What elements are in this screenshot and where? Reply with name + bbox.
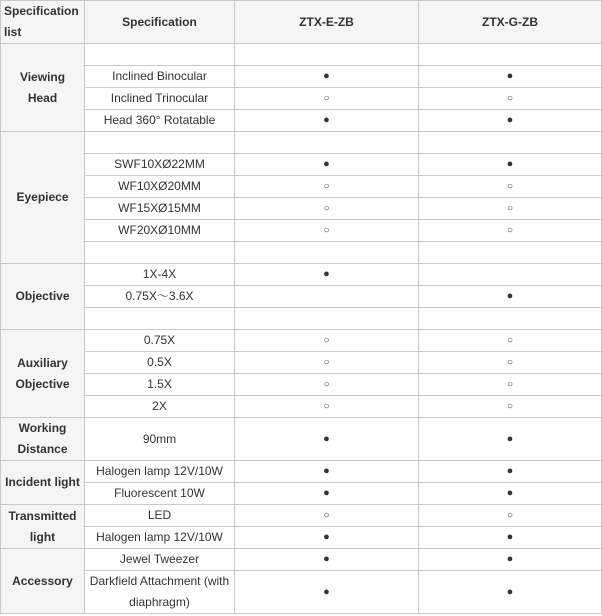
table-row [1,374,602,396]
spec-cell [85,308,235,330]
spec-cell: WF10XØ20MM [85,176,235,198]
table-row [1,527,602,549]
model-g-cell [419,44,602,66]
category-viewing-head: Viewing Head [1,44,85,132]
model-e-cell: ○ [235,198,419,220]
model-e-cell [235,242,419,264]
table-row [1,396,602,418]
table-row [1,176,602,198]
table-row [1,220,602,242]
table-row [1,264,602,286]
spec-cell: 1.5X [85,374,235,396]
spec-cell: WF20XØ10MM [85,220,235,242]
spec-cell [85,44,235,66]
model-g-cell: ● [419,549,602,571]
model-e-cell: ○ [235,352,419,374]
category-working-distance: Working Distance [1,418,85,461]
model-g-cell [419,242,602,264]
table-row [1,88,602,110]
table-row [1,286,602,308]
spec-cell: Darkfield Attachment (with diaphragm) [85,571,235,614]
model-g-cell: ● [419,418,602,461]
model-e-cell: ● [235,110,419,132]
category-transmitted-light: Transmitted light [1,505,85,549]
spec-cell: Jewel Tweezer [85,549,235,571]
model-g-cell: ● [419,483,602,505]
category-auxiliary-objective: Auxiliary Objective [1,330,85,418]
model-g-cell [419,264,602,286]
model-e-cell [235,308,419,330]
model-e-cell: ● [235,483,419,505]
model-g-cell: ● [419,571,602,614]
model-e-cell: ● [235,418,419,461]
header-model-g: ZTX-G-ZB [419,1,602,44]
model-e-cell: ○ [235,330,419,352]
model-e-cell: ● [235,154,419,176]
table-row [1,308,602,330]
spec-cell: 90mm [85,418,235,461]
category-objective: Objective [1,264,85,330]
spec-cell: Halogen lamp 12V/10W [85,461,235,483]
model-g-cell: ● [419,154,602,176]
spec-cell: 0.75X [85,330,235,352]
header-specification-list: Specification list [1,1,85,44]
spec-cell: SWF10XØ22MM [85,154,235,176]
model-g-cell [419,132,602,154]
table-row [1,549,602,571]
model-g-cell: ● [419,461,602,483]
table-row [1,198,602,220]
model-g-cell: ○ [419,374,602,396]
model-g-cell: ○ [419,505,602,527]
spec-cell: Halogen lamp 12V/10W [85,527,235,549]
table-row [1,505,602,527]
model-e-cell: ● [235,264,419,286]
spec-cell: 1X-4X [85,264,235,286]
table-row [1,44,602,66]
spec-cell: Inclined Binocular [85,66,235,88]
spec-cell [85,242,235,264]
model-g-cell: ● [419,286,602,308]
table-row [1,154,602,176]
model-g-cell: ○ [419,198,602,220]
spec-cell: Inclined Trinocular [85,88,235,110]
category-eyepiece: Eyepiece [1,132,85,264]
model-e-cell: ○ [235,220,419,242]
model-e-cell: ○ [235,88,419,110]
table-row [1,418,602,461]
model-g-cell: ○ [419,396,602,418]
model-g-cell: ○ [419,352,602,374]
model-e-cell: ○ [235,505,419,527]
model-e-cell [235,286,419,308]
header-specification: Specification [85,1,235,44]
model-e-cell: ○ [235,396,419,418]
spec-cell: Fluorescent 10W [85,483,235,505]
spec-cell: 2X [85,396,235,418]
category-incident-light: Incident light [1,461,85,505]
table-row [1,483,602,505]
spec-cell: WF15XØ15MM [85,198,235,220]
model-e-cell [235,44,419,66]
spec-cell: LED [85,505,235,527]
spec-cell: Head 360° Rotatable [85,110,235,132]
model-g-cell: ○ [419,176,602,198]
table-row [1,352,602,374]
model-e-cell: ● [235,571,419,614]
table-row [1,110,602,132]
model-e-cell [235,132,419,154]
model-g-cell: ● [419,527,602,549]
table-row [1,242,602,264]
table-row [1,132,602,154]
model-g-cell: ● [419,110,602,132]
category-accessory: Accessory [1,549,85,614]
model-e-cell: ○ [235,374,419,396]
model-e-cell: ● [235,527,419,549]
header-model-e: ZTX-E-ZB [235,1,419,44]
model-g-cell [419,308,602,330]
table-row [1,330,602,352]
table-row [1,66,602,88]
spec-cell [85,132,235,154]
table-row [1,571,602,614]
model-e-cell: ● [235,549,419,571]
spec-cell: 0.75X～3.6X [85,286,235,308]
model-e-cell: ● [235,66,419,88]
model-g-cell: ○ [419,330,602,352]
header-row [1,1,602,44]
model-g-cell: ○ [419,88,602,110]
spec-cell: 0.5X [85,352,235,374]
model-g-cell: ● [419,66,602,88]
model-g-cell: ○ [419,220,602,242]
model-e-cell: ○ [235,176,419,198]
table-row [1,461,602,483]
model-e-cell: ● [235,461,419,483]
